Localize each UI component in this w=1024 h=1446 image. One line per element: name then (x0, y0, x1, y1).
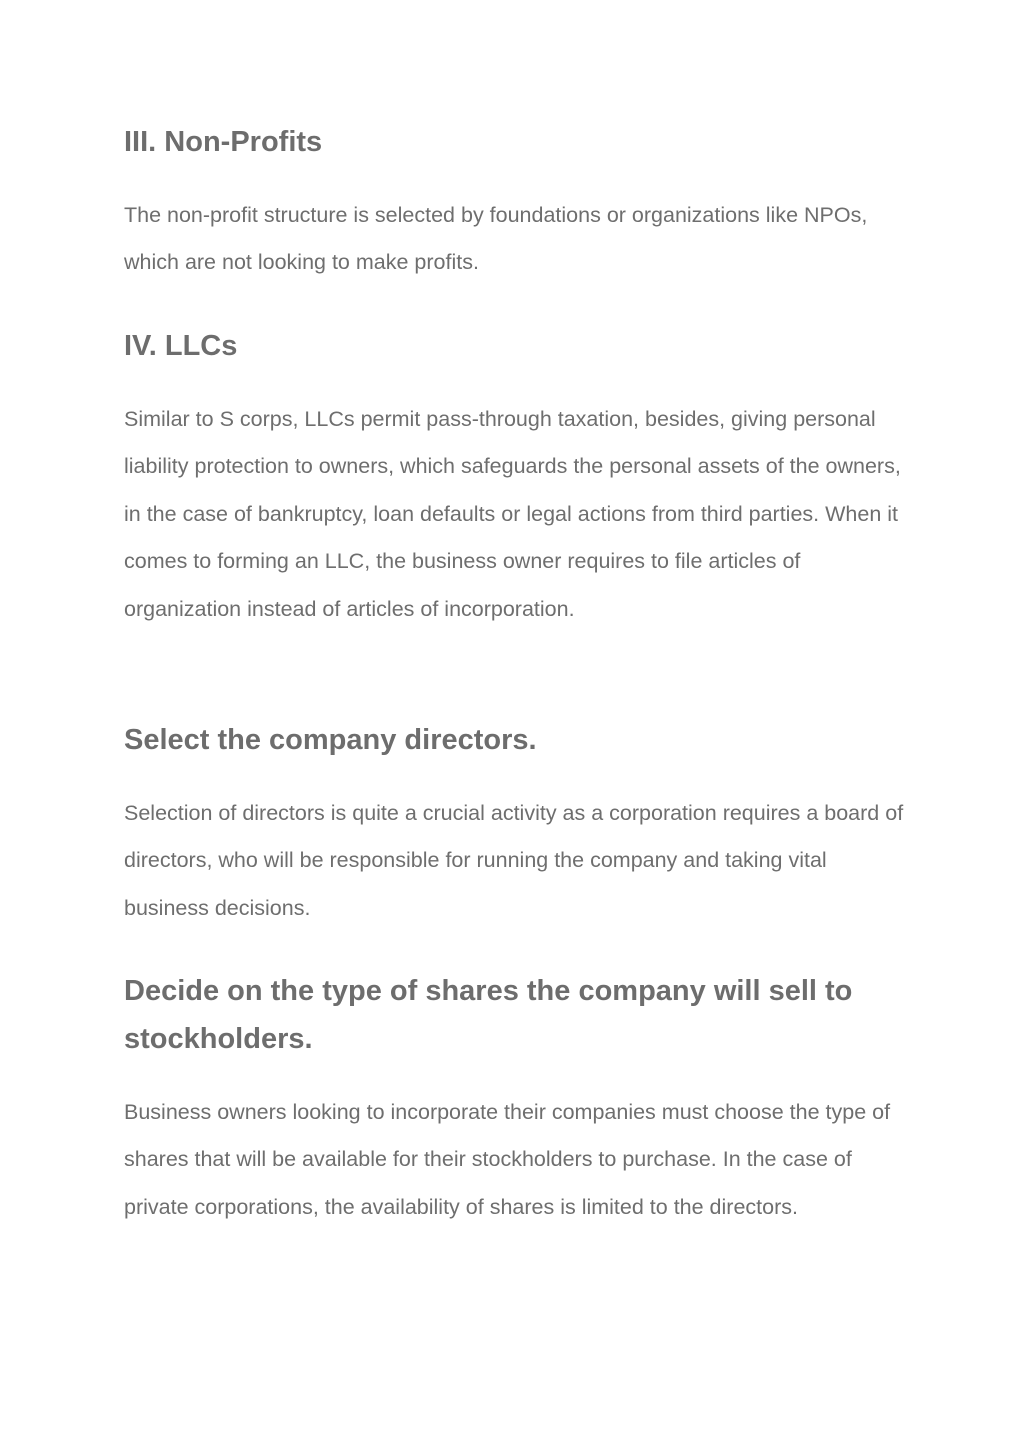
paragraph-non-profits: The non-profit structure is selected by foundations or organizations like NPOs, which are not looking to make profits. (124, 203, 868, 275)
heading-llcs: IV. LLCs (124, 330, 238, 362)
paragraph-llcs: Similar to S corps, LLCs permit pass-through taxation, besides, giving personal liability protection to owners, which safeguards the personal assets of the owners, in the case of bankruptcy, loan defaults or legal actions from third parties. When it comes to forming an LLC, the business owner requires to file articles of organization instead of articles of incorporation. (124, 407, 901, 621)
paragraph-select-directors: Selection of directors is quite a crucial activity as a corporation requires a board of directors, who will be responsible for running the company and taking vital business decisions. (124, 801, 904, 920)
heading-non-profits: III. Non-Profits (124, 126, 323, 158)
paragraph-types-of-shares: Business owners looking to incorporate their companies must choose the type of shares that will be available for their stockholders to purchase. In the case of private corporations, the availability of shares is limited to the directors. (124, 1100, 891, 1219)
heading-types-of-shares: Decide on the type of shares the company will sell to stockholders. (124, 975, 853, 1055)
heading-select-directors: Select the company directors. (124, 724, 537, 756)
